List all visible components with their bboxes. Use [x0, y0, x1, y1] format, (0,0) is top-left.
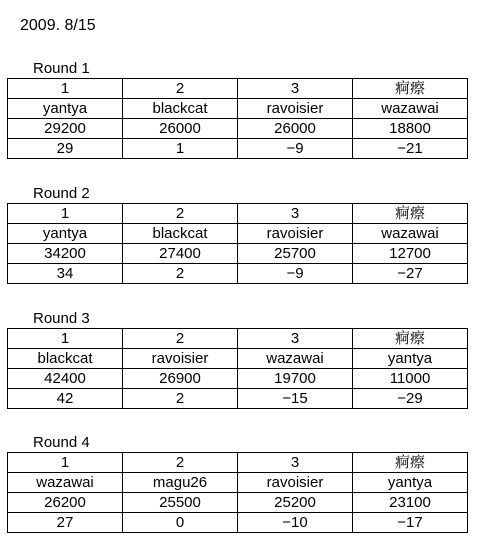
points-cell: −27: [353, 264, 468, 284]
round-3: [7, 310, 468, 409]
player-cell: blackcat: [8, 349, 123, 369]
round-title: Round 3: [33, 310, 90, 327]
score-cell: 19700: [238, 369, 353, 389]
score-cell: 42400: [8, 369, 123, 389]
score-cell: 29200: [8, 119, 123, 139]
score-cell: 26000: [238, 119, 353, 139]
points-cell: 2: [123, 389, 238, 409]
points-cell: −15: [238, 389, 353, 409]
player-cell: wazawai: [353, 99, 468, 119]
score-cell: 11000: [353, 369, 468, 389]
rank-header-cell: 2: [123, 204, 238, 224]
results-table: [7, 203, 468, 284]
rank-header-cell: 2: [123, 453, 238, 473]
score-cell: 18800: [353, 119, 468, 139]
rank-header-cell: 痾瘵: [353, 453, 468, 473]
points-cell: 42: [8, 389, 123, 409]
round-2: [7, 185, 468, 284]
points-row: [8, 139, 468, 159]
player-cell: wazawai: [8, 473, 123, 493]
rank-header-cell: 2: [123, 329, 238, 349]
score-row: [8, 493, 468, 513]
score-cell: 26900: [123, 369, 238, 389]
points-cell: 1: [123, 139, 238, 159]
points-cell: 29: [8, 139, 123, 159]
header-row: [8, 204, 468, 224]
player-cell: magu26: [123, 473, 238, 493]
score-row: [8, 244, 468, 264]
score-cell: 12700: [353, 244, 468, 264]
points-row: [8, 389, 468, 409]
points-cell: 2: [123, 264, 238, 284]
rank-header-cell: 3: [238, 79, 353, 99]
player-cell: ravoisier: [123, 349, 238, 369]
player-cell: blackcat: [123, 99, 238, 119]
round-4: [7, 434, 468, 533]
rank-header-cell: 痾瘵: [353, 204, 468, 224]
player-cell: blackcat: [123, 224, 238, 244]
score-cell: 34200: [8, 244, 123, 264]
results-table: [7, 78, 468, 159]
score-row: [8, 369, 468, 389]
player-cell: yantya: [8, 99, 123, 119]
score-row: [8, 119, 468, 139]
rank-header-cell: 1: [8, 204, 123, 224]
header-row: [8, 329, 468, 349]
points-cell: 27: [8, 513, 123, 533]
player-cell: wazawai: [238, 349, 353, 369]
score-cell: 25500: [123, 493, 238, 513]
score-cell: 26200: [8, 493, 123, 513]
player-cell: yantya: [8, 224, 123, 244]
score-cell: 23100: [353, 493, 468, 513]
score-cell: 27400: [123, 244, 238, 264]
points-cell: 34: [8, 264, 123, 284]
player-cell: yantya: [353, 473, 468, 493]
player-row: [8, 99, 468, 119]
rank-header-cell: 3: [238, 329, 353, 349]
points-cell: −29: [353, 389, 468, 409]
player-cell: ravoisier: [238, 99, 353, 119]
points-row: [8, 513, 468, 533]
points-cell: −9: [238, 264, 353, 284]
player-cell: yantya: [353, 349, 468, 369]
round-title: Round 2: [33, 185, 90, 202]
rank-header-cell: 2: [123, 79, 238, 99]
points-cell: −10: [238, 513, 353, 533]
score-cell: 25200: [238, 493, 353, 513]
player-row: [8, 473, 468, 493]
points-row: [8, 264, 468, 284]
points-cell: 0: [123, 513, 238, 533]
player-cell: ravoisier: [238, 473, 353, 493]
rank-header-cell: 痾瘵: [353, 79, 468, 99]
date-label: 2009. 8/15: [20, 17, 96, 34]
rank-header-cell: 1: [8, 79, 123, 99]
round-1: [7, 60, 468, 159]
rank-header-cell: 痾瘵: [353, 329, 468, 349]
header-row: [8, 79, 468, 99]
rank-header-cell: 1: [8, 329, 123, 349]
rank-header-cell: 3: [238, 453, 353, 473]
score-cell: 25700: [238, 244, 353, 264]
rank-header-cell: 1: [8, 453, 123, 473]
player-row: [8, 224, 468, 244]
points-cell: −17: [353, 513, 468, 533]
score-cell: 26000: [123, 119, 238, 139]
round-title: Round 1: [33, 60, 90, 77]
points-cell: −21: [353, 139, 468, 159]
player-row: [8, 349, 468, 369]
results-table: [7, 328, 468, 409]
player-cell: ravoisier: [238, 224, 353, 244]
round-title: Round 4: [33, 434, 90, 451]
header-row: [8, 453, 468, 473]
rank-header-cell: 3: [238, 204, 353, 224]
player-cell: wazawai: [353, 224, 468, 244]
results-table: [7, 452, 468, 533]
points-cell: −9: [238, 139, 353, 159]
